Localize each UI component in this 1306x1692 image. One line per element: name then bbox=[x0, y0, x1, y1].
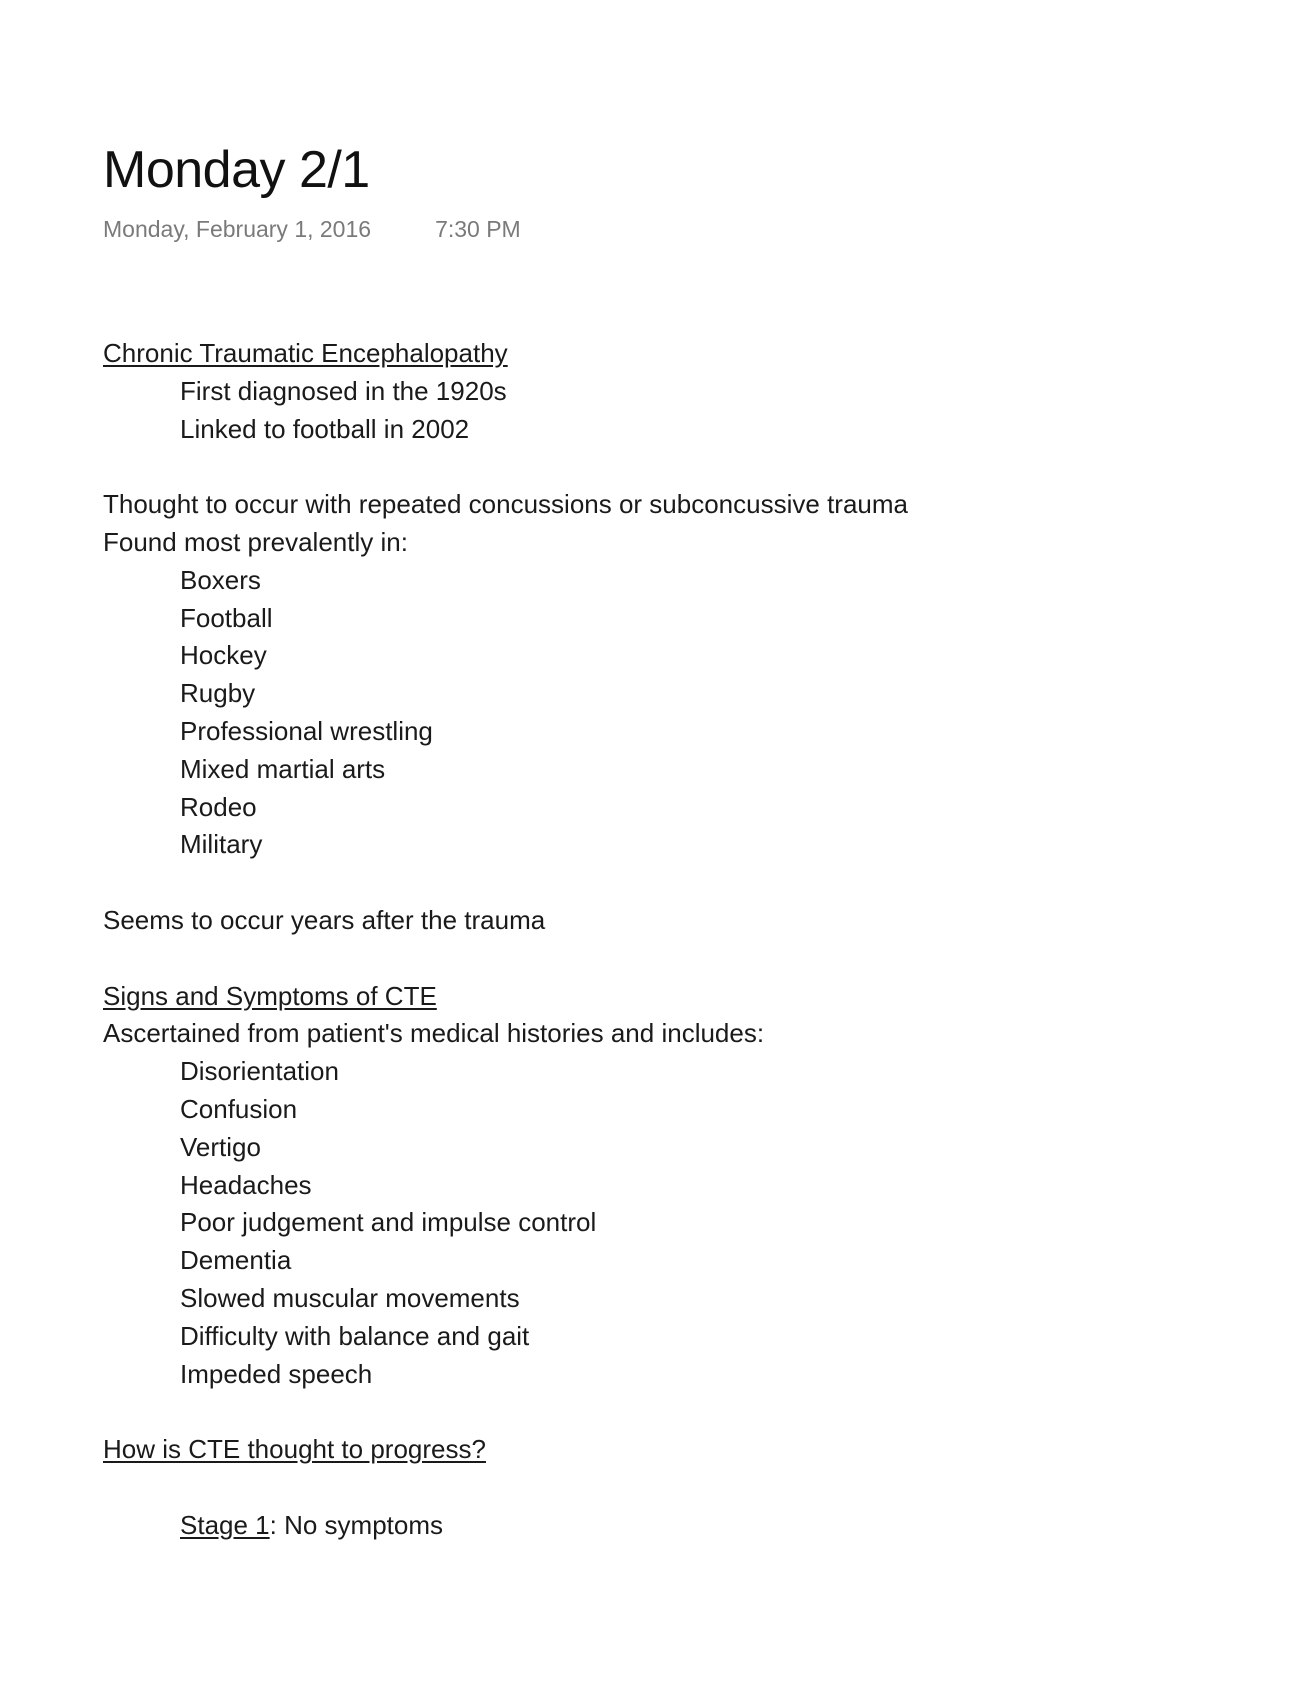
list-item: Football bbox=[180, 602, 273, 633]
list-item: Military bbox=[180, 829, 263, 860]
note-time: 7:30 PM bbox=[435, 216, 521, 242]
blank-line bbox=[103, 1469, 1253, 1507]
list-item: Mixed martial arts bbox=[180, 753, 386, 784]
section-heading-progress: How is CTE thought to progress? bbox=[103, 1434, 486, 1465]
list-item: Hockey bbox=[180, 640, 267, 671]
list-item: Impeded speech bbox=[180, 1358, 373, 1389]
list-item: Vertigo bbox=[180, 1131, 261, 1162]
list-item: First diagnosed in the 1920s bbox=[180, 375, 507, 406]
page-title: Monday 2/1 bbox=[103, 141, 370, 199]
list-item: Poor judgement and impulse control bbox=[180, 1207, 597, 1238]
stage-label: Stage 1 bbox=[180, 1509, 270, 1540]
blank-line bbox=[103, 1393, 1253, 1431]
list-item: Linked to football in 2002 bbox=[180, 413, 470, 444]
section-heading-symptoms: Signs and Symptoms of CTE bbox=[103, 980, 437, 1011]
list-item: Difficulty with balance and gait bbox=[180, 1320, 530, 1351]
blank-line bbox=[103, 448, 1253, 486]
list-item: Rodeo bbox=[180, 791, 257, 822]
paragraph-line: Found most prevalently in: bbox=[103, 526, 408, 557]
paragraph-line: Ascertained from patient's medical histories and includes: bbox=[103, 1018, 765, 1049]
list-item: Professional wrestling bbox=[180, 715, 433, 746]
list-item: Slowed muscular movements bbox=[180, 1282, 520, 1313]
paragraph-line: Thought to occur with repeated concussions or subconcussive trauma bbox=[103, 489, 908, 520]
list-item: Headaches bbox=[180, 1169, 312, 1200]
stage-separator: : bbox=[269, 1509, 277, 1540]
list-item: Rugby bbox=[180, 678, 256, 709]
note-date: Monday, February 1, 2016 bbox=[103, 216, 372, 242]
blank-line bbox=[103, 864, 1253, 902]
note-timestamp bbox=[103, 214, 1253, 244]
list-item: Disorientation bbox=[180, 1056, 339, 1087]
note-page bbox=[103, 140, 1253, 1540]
stage-text: No symptoms bbox=[276, 1509, 444, 1540]
list-item: Boxers bbox=[180, 564, 261, 595]
blank-line bbox=[103, 940, 1253, 978]
list-item: Dementia bbox=[180, 1245, 292, 1276]
note-body bbox=[103, 335, 1253, 1545]
paragraph-line: Seems to occur years after the trauma bbox=[103, 904, 546, 935]
stage-line bbox=[103, 1507, 1253, 1545]
list-item: Confusion bbox=[180, 1093, 298, 1124]
section-heading-cte: Chronic Traumatic Encephalopathy bbox=[103, 338, 508, 368]
